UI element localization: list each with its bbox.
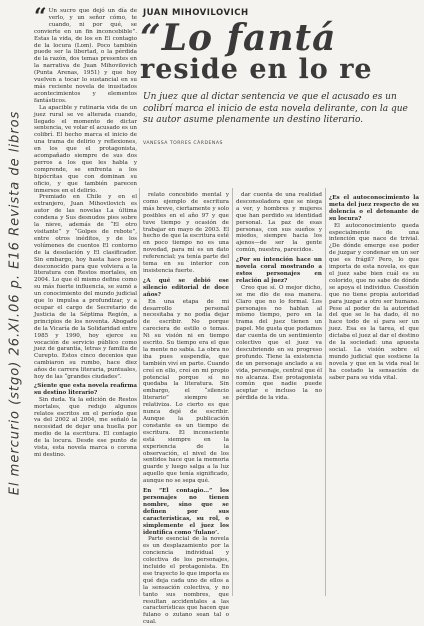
interview-question: ¿A qué se debió ese silencio editorial de doce años? — [143, 277, 229, 298]
opening-quote-mark: “ — [34, 4, 47, 30]
author-name: JUAN MIHOVILOVICH — [143, 8, 249, 18]
left-paragraph: Premiado en Chile y en el extranjero, Juan Mihovilovich es autor de las novelas La última condena y Sus desnudos pies sobre la nieve, además de “El otro visitante” y “Golpes de rebote”, entre otros inéditos, y de los volúmenes de cuentos El contorno de la desolación y El clasificador. Sin embargo, hoy hasta hace poco desconocido para que volviera a la literatura con Restos mortales, en 2004. Lo que él mismo define como su más fuerte influencia, se sumó a un conocimiento del mundo judicial que lo impulsa a profundizar, y a ocupar el cargo de Secretario de Justicia de la Séptima Región, a principios de los noventa. Abogado de la Vicaría de la Solidaridad entre 1985 y 1990, hoy ejerce su vocación de servicio público como juez de garantía, letras y familia de Curepto. Estos cinco decenios que cambiaron su rumbo, hace diez años de carrera literaria, puntuales, hoy de las “grandes ciudades”. — [34, 194, 137, 381]
left-paragraph — [34, 4, 137, 105]
interview-answer: Creo que sí. O mejor dicho, se me dio de esa manera. Claro que no lo formal. Los personajes no hablan al mismo tiempo, pero en la trama del juez tienen un papel. Me gusta que podamos dar cuenta de un sentimiento colectivo que el juez va descubriendo en su progreso profundo. Tiene la existencia de un personaje anclado a su vida, personaje, central que él no alcanza. Ese protagonista común que nadie puede aceptar e incluso la no pérdida de la vida. — [236, 284, 323, 402]
left-paragraph: La apacible y rutinaria vida de un juez rural se ve alterada cuando, llegado el momento de dictar sentencia, ve volar el acusado es un colibrí. El hecho marca el inicio de una trama de delirio y reflexiones, en los que el protagonista, acompañado siempre de sus dos perros a los que les habla y comprende, se enfrenta a los hipócritas que con dominan su oficio, y que también parecen inmersos en el delirio. — [34, 104, 137, 194]
headline — [140, 20, 424, 84]
interview-question: ¿Siente que esta novela reafirma su destino literario? — [34, 382, 137, 396]
byline: VANESSA TORRES CÁRDENAS — [143, 141, 223, 146]
article-column-4 — [329, 192, 419, 381]
column-divider — [232, 188, 233, 596]
column-divider — [325, 188, 326, 596]
interview-answer: Parte esencial de la novela es un desplazamiento por la conciencia individual y colectiva de los personajes, incluido el protagonista. En ese trayecto lo que importa es qué deja cada uno de ellos a la sensación colectiva, y no tanto sus nombres, que resultan accidentales a las características que hacen que fulano o zutano sean tal o cual. — [143, 536, 229, 626]
article-deck: Un juez que al dictar sentencia ve que el acusado es un colibrí marca el inicio de esta novela delirante, con la que su autor asume plenamente un destino literario. — [143, 92, 408, 125]
article-column-3 — [236, 192, 322, 402]
left-paragraph-text: Un sucro que dejó un día de verlo, y un señor cómo, te cuando, ni por qué, se convierte en un fin inconcebible”. Estas la vida, de los en El contagio de la locura (Lom). Poco también puede ser la libertad, o la pérdida de la razón, dos temas presentes en la narrativa de Juan Mihovilovich (Punta Arenas, 1951) y que hoy vuelven a tocar lo sustancial en su más reciente novela de inusitados acontecimientos y elementos fantásticos. — [34, 8, 137, 104]
interview-answer: En una etapa de mi desarrollo personal necesitaba y no podía dejar de escribir. No porque careciera de estilo o temas. Ni su visión ni en tiempo escrito. Su tiempo era el que la mente no sabía. La obra no iba pues suspendía, que también viví en parte. Cuando creí en ello, creí en mi propio potencial porque sí no quedaba la literatura. Sin embargo, el “silencio literario” siempre se relativiza. Lo cierto es que nunca dejé de escribir. Aunque la publicación constante es un tiempo de escritura. El inconsciente está siempre en la experiencia de la observación, el nivel de los sentidos hace que la memoria guarde y luego salga a la luz aquello que tenía significado, aunque no se sepa qué. — [143, 298, 229, 485]
interview-question: En “El contagio...” los personajes no tienen nombre, sino que se definen por sus características, su rol, o simplemente el juez los identifica como ‘fulano’. — [143, 488, 229, 536]
article-column-2 — [143, 192, 229, 626]
interview-question: ¿Es el autoconocimiento la meta del juez respecto de su dolencia o el detonante de su locura? — [329, 195, 419, 222]
column-divider — [139, 188, 140, 596]
headline-line-1: “Lo fantá — [140, 20, 337, 59]
handwritten-margin-note — [2, 10, 28, 595]
interview-question: ¿Por su intención hace un novela coral mostrando a estos personajes en relación al juez? — [236, 257, 322, 284]
left-column — [34, 4, 137, 459]
interview-answer: El autoconocimiento queda especialmente de una intención que nace de trivial. ¿De dónde emerge ese poder de juzgar y condenar en un ser que es frágil? Pero, lo que importa de esta novela, es que el juez sabe bien cuál es su colorido, que no sabe de dónde se apoya el individuo. Cuestión que no tiene propia autoridad para juzgar a otro ser humano. Pese al poder de la autoridad del que se le ha dado, él no hace todo de sí para ser un juez. Esa es la tarea, el que dictaba el juez al dar el destino de la sociedad: una apuesta social. La visión sobre el mundo judicial que sostiene la novela y que en la vida real le ha costado la sensación de saber para su vida vital. — [329, 222, 419, 381]
column-paragraph: relato concebido mental y como ejemplo de escritura más breve, ciertamente y solo posibles en el año 97 y que tuve tiempo y ocasión de trabajar en mayo de 2003. El hecho de que la escritura esté en poco tiempo no es una novedad, para mí es un dato referencial; ya tenía parte del tema en su interior con insistencia fuerte. — [143, 192, 229, 274]
interview-answer: Sin duda. Ya la edición de Restos mortales, que redujo algunos relatos escritos en el período que va del 2002 al 2004, me señaló la necesidad de dejar una huella por medio de la escritura. El contagio de la locura. Desde ese punto de vista, esta novela marca o corona mi destino. — [34, 396, 137, 458]
column-paragraph: dar cuenta de una realidad desconsoladora que se niega a ver, y hombres y mujeres que han perdido su identidad personal. La paz de esas personas, con sus sueños y miedos, siempre hacia los ajenos—de ser la gente común, nuestra, parecidos. — [236, 192, 322, 254]
headline-line-2: reside en lo re — [140, 54, 373, 84]
margin-note-text: El mercurio (stgo) 26.XI.06 p. E16 Revista de libros — [7, 110, 23, 495]
